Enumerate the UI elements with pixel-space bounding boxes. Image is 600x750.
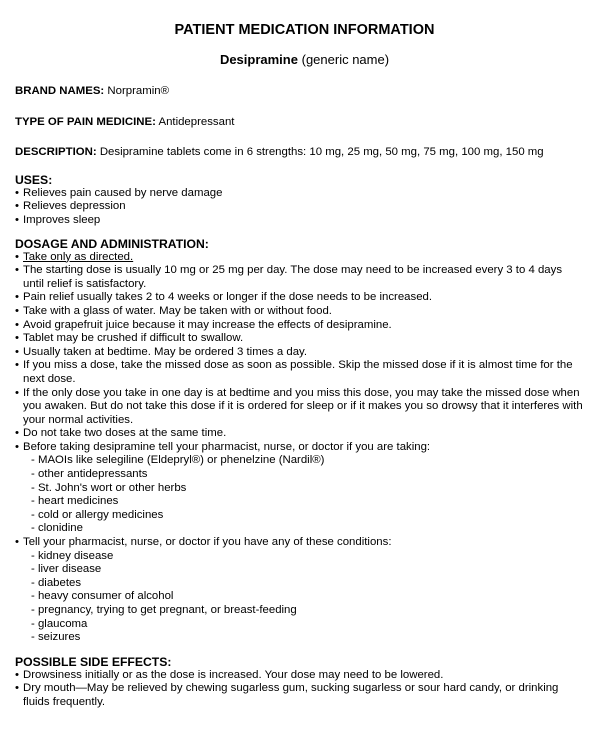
sublist-item: - cold or allergy medicines <box>31 508 164 521</box>
list-item: • Relieves depression <box>15 200 126 213</box>
list-item: • Tell your pharmacist, nurse, or doctor if you have any of these conditions: - kidney disease - liver disease - diabetes - heavy consumer of alcohol - pregnancy, trying to get pregnant, or breast-feeding - glaucoma - seizures <box>15 536 586 645</box>
side-effects-list <box>15 669 586 710</box>
sublist-item: - MAOIs like selegiline (Eldepryl®) or phenelzine (Nardil®) <box>31 454 325 467</box>
type-value: Antidepressant <box>158 115 235 128</box>
sublist-item: - clonidine <box>31 522 83 535</box>
brand-names-label: BRAND NAMES: <box>15 85 105 97</box>
bullet-icon: • <box>15 682 19 695</box>
list-item: • If you miss a dose, take the missed dose as soon as possible. Skip the missed dose if it is almost time for the next dose. <box>15 359 573 385</box>
bullet-icon: • <box>15 427 19 440</box>
sublist-item: - pregnancy, trying to get pregnant, or breast-feeding <box>31 604 297 616</box>
dosage-heading: DOSAGE AND ADMINISTRATION: <box>15 236 209 251</box>
list-item: • Usually taken at bedtime. May be ordered 3 times a day. <box>15 345 308 358</box>
bullet-icon: • <box>15 345 19 358</box>
medications-sublist <box>23 454 586 536</box>
bullet-icon: • <box>15 186 19 199</box>
list-item: • Improves sleep <box>15 213 101 226</box>
list-item: • Pain relief usually takes 2 to 4 weeks or longer if the dose needs to be increased. <box>15 291 433 304</box>
type-label: TYPE OF PAIN MEDICINE: <box>15 115 156 128</box>
sublist-item: - other antidepressants <box>31 468 148 481</box>
type-field <box>15 116 586 130</box>
sublist-item: - kidney disease <box>31 549 114 562</box>
dosage-section <box>15 237 586 645</box>
bullet-icon: • <box>15 440 19 453</box>
list-item: • Take with a glass of water. May be taken with or without food. <box>15 304 332 317</box>
uses-heading: USES: <box>15 172 53 187</box>
side-effects-section <box>15 655 586 710</box>
drug-name-line <box>23 52 586 68</box>
uses-list <box>15 187 586 228</box>
bullet-icon: • <box>15 359 19 372</box>
side-effects-heading: POSSIBLE SIDE EFFECTS: <box>15 654 172 669</box>
description-field <box>15 146 586 160</box>
sublist-item: - heart medicines <box>31 495 119 508</box>
sublist-item: - liver disease <box>31 563 102 576</box>
description-label: DESCRIPTION: <box>15 146 97 159</box>
list-item: • Tablet may be crushed if difficult to swallow. <box>15 332 244 345</box>
bullet-icon: • <box>15 318 19 331</box>
brand-names-field <box>15 85 586 99</box>
bullet-icon: • <box>15 668 19 681</box>
drug-name-note: (generic name) <box>301 52 390 67</box>
sublist-item: - glaucoma <box>31 617 88 630</box>
list-item: • Dry mouth—May be relieved by chewing sugarless gum, sucking sugarless or sour hard candy, or drinking fluids frequently. <box>15 682 559 708</box>
page-title: PATIENT MEDICATION INFORMATION <box>174 22 435 38</box>
bullet-icon: • <box>15 200 19 213</box>
bullet-icon: • <box>15 213 19 226</box>
list-item: • Take only as directed. <box>15 250 134 263</box>
bullet-icon: • <box>15 250 19 263</box>
bullet-icon: • <box>15 536 19 549</box>
list-item: • Before taking desipramine tell your pharmacist, nurse, or doctor if you are taking: - MAOIs like selegiline (Eldepryl®) or phenelzine (Nardil®) - other antidepressants - St. John's wort or other herbs - heart medicines - cold or allergy medicines - clonidine <box>15 441 586 536</box>
sublist-item: - St. John's wort or other herbs <box>31 481 187 494</box>
sublist-item: - seizures <box>31 631 81 644</box>
dosage-list <box>15 251 586 645</box>
list-item: • If the only dose you take in one day is at bedtime and you miss this dose, you may take the missed dose when you awaken. But do not take this dose if it is ordered for sleep or if it makes you so drowsy that it interferes with your normal activities. <box>15 386 583 426</box>
bullet-icon: • <box>15 264 19 277</box>
list-item: • Avoid grapefruit juice because it may increase the effects of desipramine. <box>15 318 392 331</box>
sublist-item: - heavy consumer of alcohol <box>31 590 174 603</box>
list-item: • Drowsiness initially or as the dose is increased. Your dose may need to be lowered. <box>15 668 444 681</box>
sublist-item: - diabetes <box>31 576 82 589</box>
description-value: Desipramine tablets come in 6 strengths: 10 mg, 25 mg, 50 mg, 75 mg, 100 mg, 150 mg <box>99 146 544 159</box>
drug-name: Desipramine <box>219 52 298 67</box>
brand-names-value: Norpramin® <box>107 85 169 97</box>
list-item: • Relieves pain caused by nerve damage <box>15 186 223 199</box>
bullet-icon: • <box>15 291 19 304</box>
bullet-icon: • <box>15 386 19 399</box>
bullet-icon: • <box>15 304 19 317</box>
bullet-icon: • <box>15 332 19 345</box>
list-item: • The starting dose is usually 10 mg or 25 mg per day. The dose may need to be increased every 3 to 4 days until relief is satisfactory. <box>15 264 563 290</box>
list-item: • Do not take two doses at the same time. <box>15 427 227 440</box>
uses-section <box>15 173 586 228</box>
conditions-sublist <box>23 550 586 645</box>
